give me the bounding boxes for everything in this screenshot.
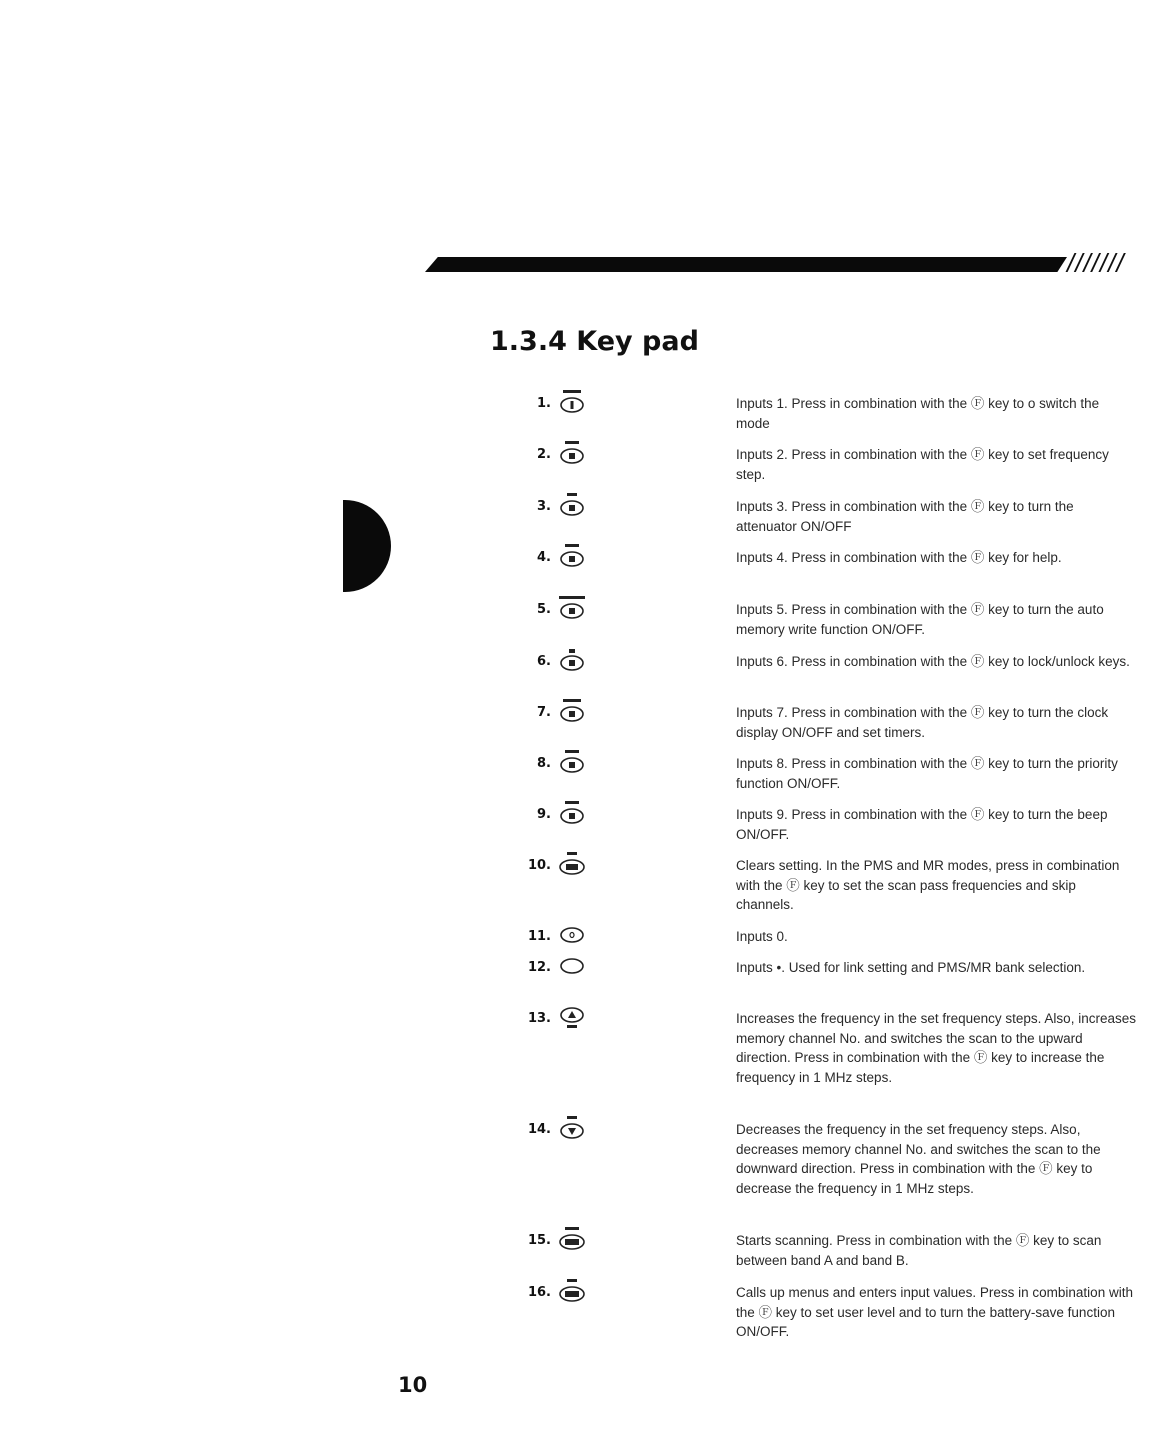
key-number: 16. [527,1285,551,1300]
lock-6-key-icon [555,647,589,675]
page-number: 10 [398,1373,428,1397]
key-description: Inputs 2. Press in combination with the Ⓕ key to set frequency step. [736,447,1109,482]
side-tab-marker [343,500,391,592]
prio-8-key-icon [555,749,589,777]
key-description: Inputs 8. Press in combination with the Ⓕ key to turn the priority function ON/OFF. [736,756,1118,791]
key-number: 4. [537,550,551,565]
key-description: Inputs 0. [736,929,788,944]
key-description: Calls up menus and enters input values. Press in combination with the Ⓕ key to set user level and to turn the battery-save function ON/OFF. [736,1285,1133,1339]
zero-key-icon [555,922,589,950]
header-bar [425,257,1067,272]
key-number: 8. [537,756,551,771]
key-number: 14. [527,1122,551,1137]
key-number: 1. [537,396,551,411]
scan-key-icon [555,1226,589,1254]
key-number: 3. [537,499,551,514]
key-number: 2. [537,447,551,462]
beep-9-key-icon [555,800,589,828]
key-description: Increases the frequency in the set frequency steps. Also, increases memory channel No. and switches the scan to the upward direction. Press in combination with the Ⓕ key to increase the frequency in 1 MHz steps. [736,1011,1136,1085]
key-number: 9. [537,807,551,822]
mode-1-key-icon [555,389,589,417]
key-description: Inputs 5. Press in combination with the Ⓕ key to turn the auto memory write function ON/OFF. [736,602,1104,637]
key-number: 6. [537,654,551,669]
key-number: 15. [527,1233,551,1248]
dot-key-icon [555,953,589,981]
key-description: Inputs 9. Press in combination with the Ⓕ key to turn the beep ON/OFF. [736,807,1108,842]
help-4-key-icon [555,543,589,571]
clr-key-icon [555,851,589,879]
step-2-key-icon [555,440,589,468]
key-number: 7. [537,705,551,720]
down-key-icon [555,1115,589,1143]
key-description: Inputs 6. Press in combination with the Ⓕ key to lock/unlock keys. [736,654,1130,669]
key-number: 13. [527,1011,551,1026]
att-3-key-icon [555,492,589,520]
key-number: 12. [527,960,551,975]
auto-mw-5-key-icon [555,595,589,623]
key-description: Inputs 3. Press in combination with the Ⓕ key to turn the attenuator ON/OFF [736,499,1074,534]
key-description: Starts scanning. Press in combination with the Ⓕ key to scan between band A and band B. [736,1233,1102,1268]
ent-key-icon [555,1278,589,1306]
key-description: Decreases the frequency in the set frequency steps. Also, decreases memory channel No. and switches the scan to the downward direction. Press in combination with the Ⓕ key to decrease the frequency in 1 MHz steps. [736,1122,1101,1196]
key-description: Inputs 7. Press in combination with the Ⓕ key to turn the clock display ON/OFF and set timers. [736,705,1109,740]
clock-7-key-icon [555,698,589,726]
section-title: 1.3.4 Key pad [490,326,699,357]
key-number: 5. [537,602,551,617]
key-description: Clears setting. In the PMS and MR modes, press in combination with the Ⓕ key to set the scan pass frequencies and skip channels. [736,858,1120,912]
key-description: Inputs 4. Press in combination with the Ⓕ key for help. [736,550,1062,565]
key-number: 10. [527,858,551,873]
key-description: Inputs 1. Press in combination with the Ⓕ key to o switch the mode [736,396,1100,431]
key-number: 11. [527,929,551,944]
key-description: Inputs •. Used for link setting and PMS/MR bank selection. [736,960,1086,975]
header-slashes: /////// [1067,248,1125,278]
up-key-icon [555,1004,589,1032]
